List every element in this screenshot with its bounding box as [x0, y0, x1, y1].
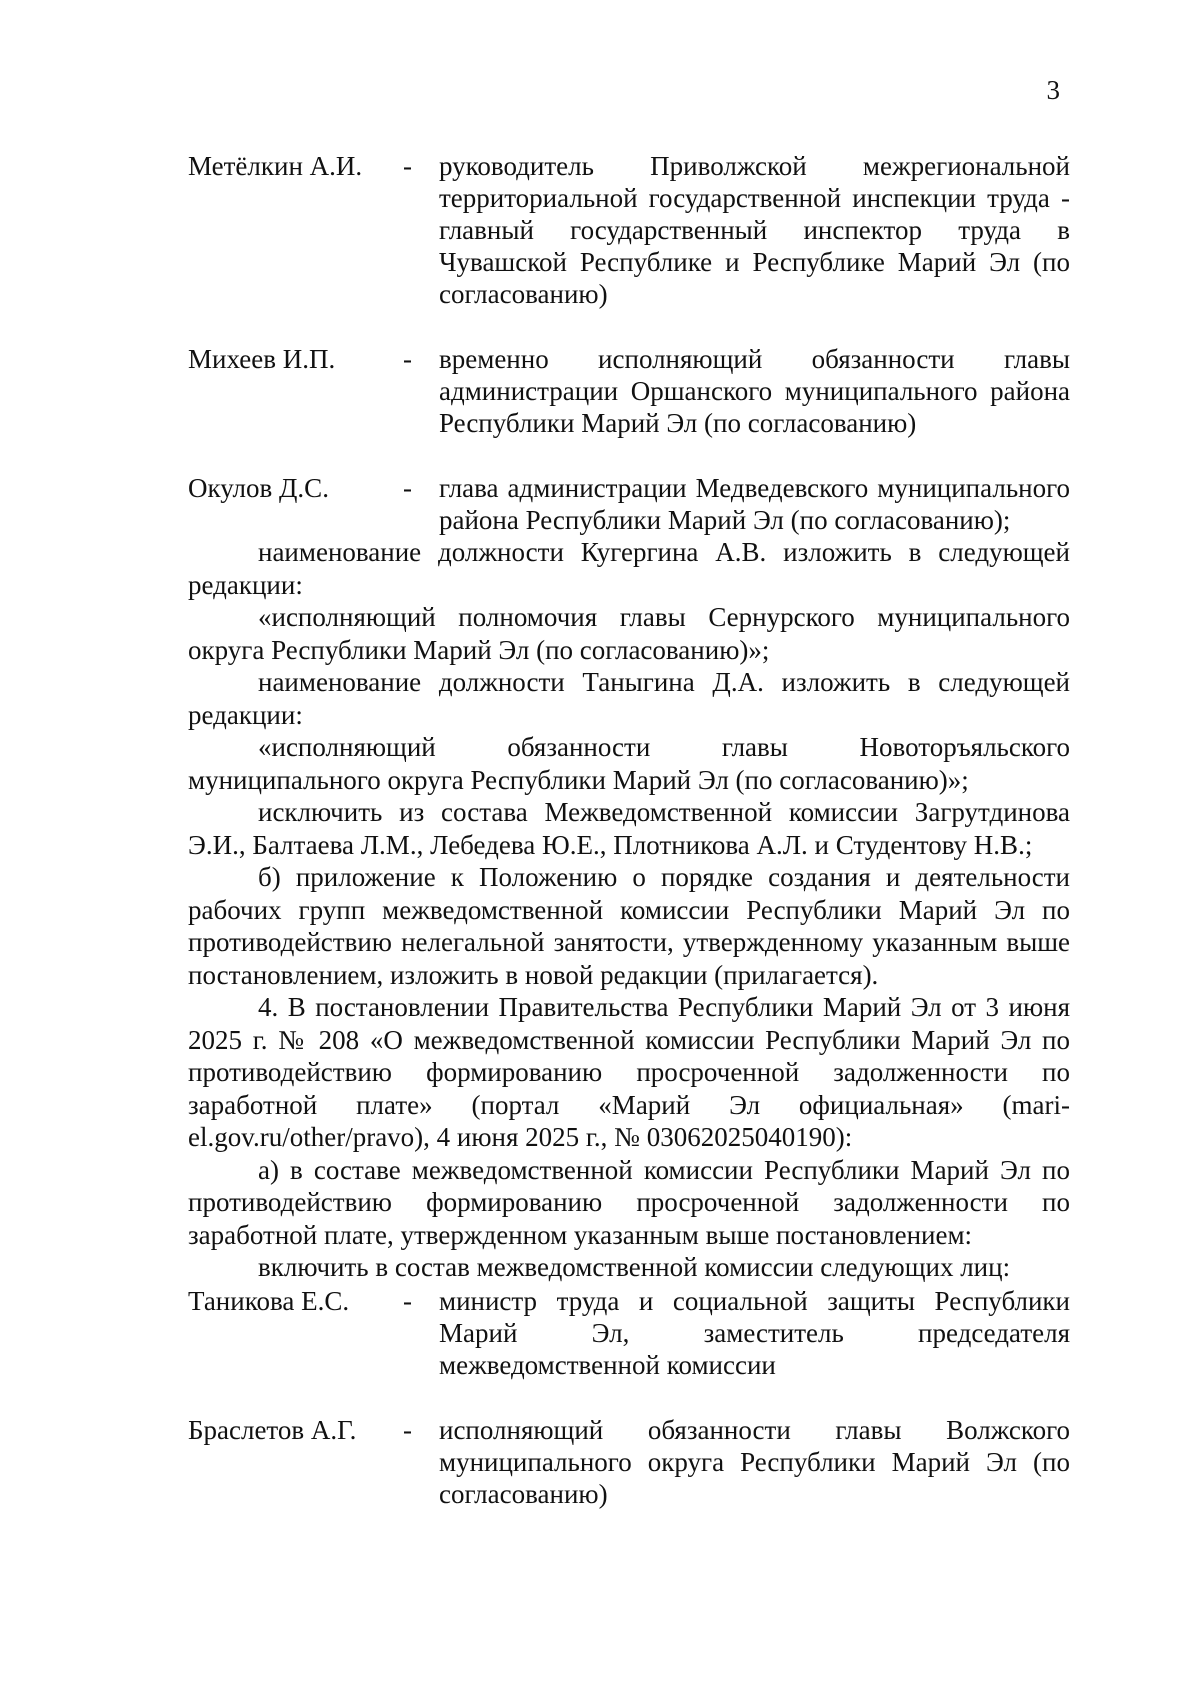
member-position: министр труда и социальной защиты Республики Марий Эл, заместитель председателя межведомственной комиссии: [439, 1286, 1070, 1380]
member-entry-okulov: [188, 472, 1070, 536]
member-position: глава администрации Медведевского муниципального района Республики Марий Эл (по согласованию);: [439, 473, 1070, 535]
member-name: Метёлкин А.И.: [188, 151, 363, 181]
member-dash: -: [403, 473, 412, 503]
paragraph-item-4: 4. В постановлении Правительства Республики Марий Эл от 3 июня 2025 г. № 208 «О межведомственной комиссии Республики Марий Эл по противодействию формированию просроченной задолженности по заработной плате» (портал «Марий Эл официальная» (mari-el.gov.ru/other/pravo), 4 июня 2025 г., № 03062025040190):: [188, 992, 1070, 1152]
paragraph-item-4a: а) в составе межведомственной комиссии Республики Марий Эл по противодействию формированию просроченной задолженности по заработной плате, утвержденном указанным выше постановлением:: [188, 1154, 1070, 1250]
member-entry-brasletov: [188, 1414, 1070, 1510]
paragraph-tanygin-new-title: «исполняющий обязанности главы Новоторъяльского муниципального округа Республики Марий Эл (по согласованию)»;: [188, 732, 1070, 795]
member-entry-tanikova: [188, 1285, 1070, 1381]
paragraph-appendix-b: б) приложение к Положению о порядке создания и деятельности рабочих групп межведомственной комиссии Республики Марий Эл по противодействию нелегальной занятости, утвержденному указанным выше постановлением, изложить в новой редакции (прилагается).: [188, 862, 1070, 990]
member-name: Михеев И.П.: [188, 344, 336, 374]
member-dash: -: [403, 1415, 412, 1445]
member-dash: -: [403, 151, 412, 181]
page-number: 3: [1046, 75, 1060, 105]
member-entry-mikheev: [188, 343, 1070, 439]
paragraph-include-members: включить в состав межведомственной комиссии следующих лиц:: [258, 1252, 1011, 1282]
spacer: [188, 1381, 1070, 1414]
member-name: Окулов Д.С.: [188, 473, 329, 503]
member-position: руководитель Приволжской межрегиональной территориальной государственной инспекции труда - главный государственный инспектор труда в Чувашской Республике и Республике Марий Эл (по согласованию): [439, 151, 1070, 309]
paragraph-exclude-members: исключить из состава Межведомственной комиссии Загрутдинова Э.И., Балтаева Л.М., Лебедева Ю.Е., Плотникова А.Л. и Студентову Н.В.;: [188, 797, 1070, 860]
paragraph-tanygin-title: наименование должности Таныгина Д.А. изложить в следующей редакции:: [188, 667, 1070, 730]
member-dash: -: [403, 1286, 412, 1316]
paragraph-kugergin-title: наименование должности Кугергина А.В. изложить в следующей редакции:: [188, 537, 1070, 600]
spacer: [188, 439, 1070, 472]
member-entry-metelkin: [188, 150, 1070, 310]
document-body: [188, 150, 1070, 1510]
member-position: временно исполняющий обязанности главы администрации Оршанского муниципального района Республики Марий Эл (по согласованию): [439, 344, 1070, 438]
spacer: [188, 310, 1070, 343]
member-name: Браслетов А.Г.: [188, 1415, 357, 1445]
paragraph-kugergin-new-title: «исполняющий полномочия главы Сернурского муниципального округа Республики Марий Эл (по согласованию)»;: [188, 602, 1070, 665]
member-dash: -: [403, 344, 412, 374]
member-name: Таникова Е.С.: [188, 1286, 350, 1316]
member-position: исполняющий обязанности главы Волжского муниципального округа Республики Марий Эл (по согласованию): [439, 1415, 1070, 1509]
